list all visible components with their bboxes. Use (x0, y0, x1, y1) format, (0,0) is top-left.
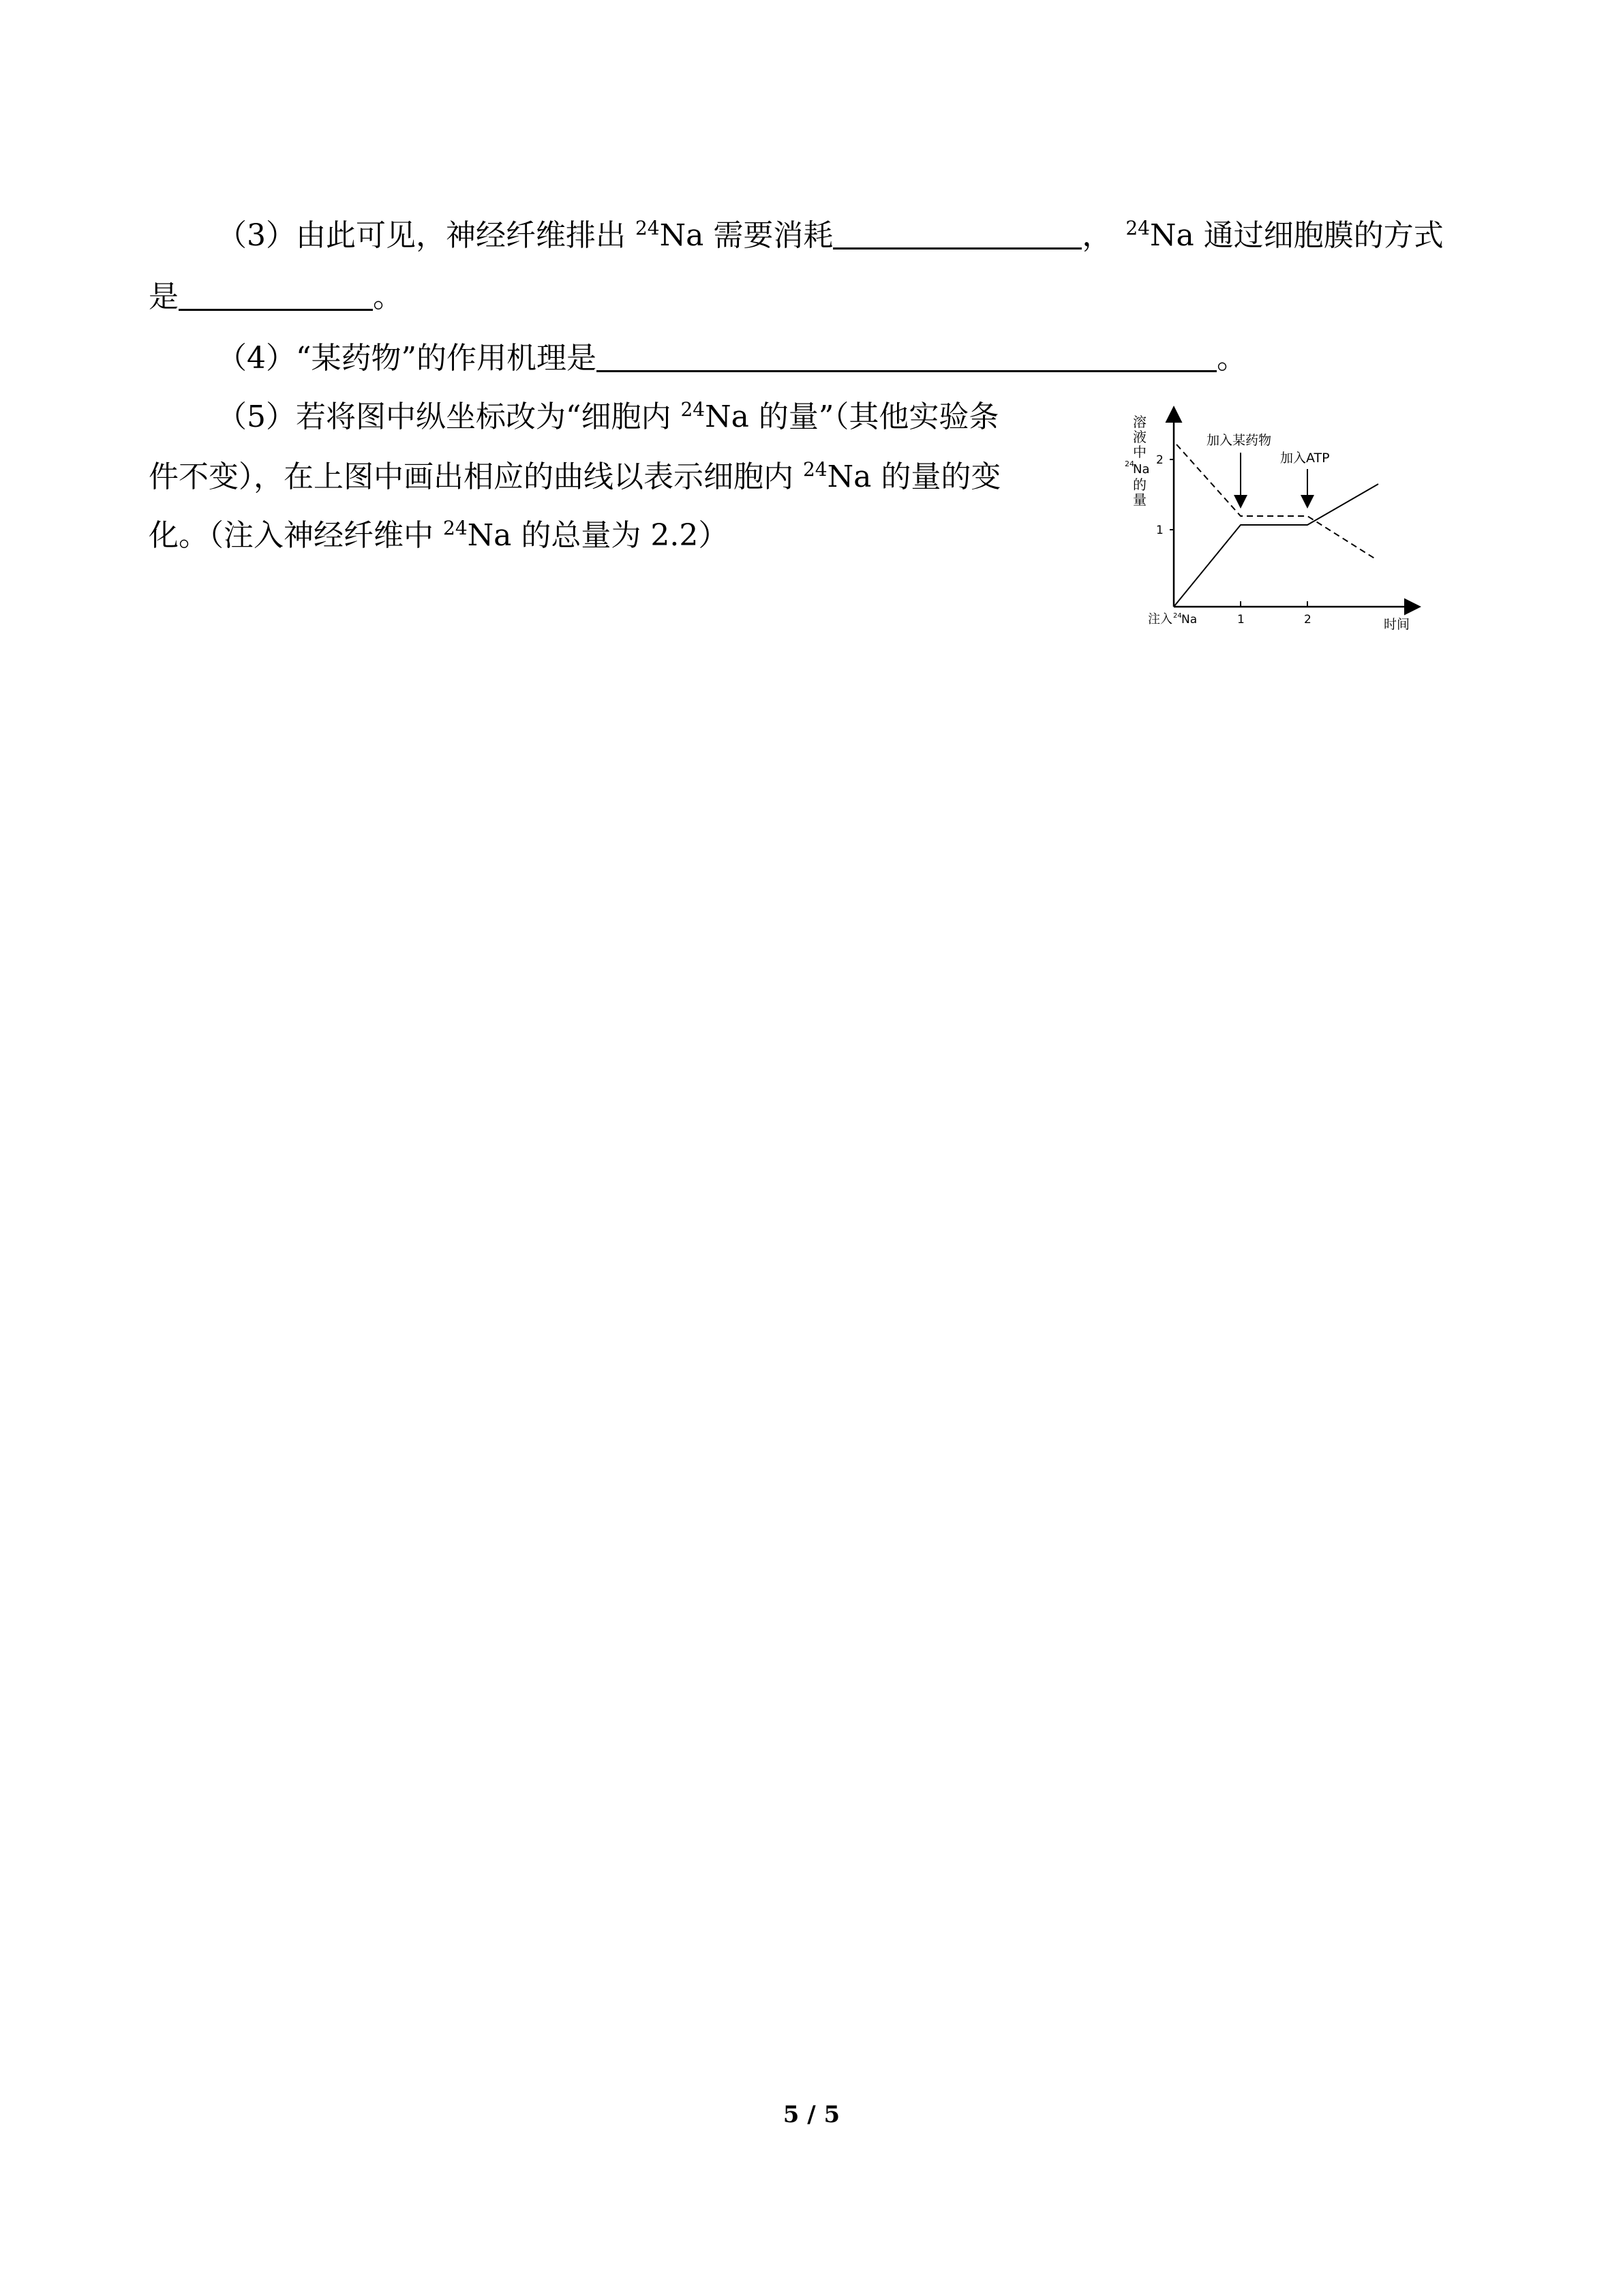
y-label-char-3: 中 (1133, 444, 1147, 460)
q5-line2-b: Na 的量的变 (827, 459, 1001, 494)
q5-line3-a: 化。（注入神经纤维中 (149, 518, 443, 553)
annotation-atp: 加入ATP (1280, 451, 1330, 466)
q3-sup-2: 24 (1125, 217, 1150, 239)
q5-line-2 (149, 458, 1001, 500)
annotation-drug: 加入某药物 (1207, 433, 1272, 448)
y-tick-label-1: 1 (1156, 524, 1164, 537)
y-label-char-5: 量 (1133, 492, 1147, 508)
q5-line3-sup: 24 (443, 517, 468, 539)
x-tick-label-1: 1 (1237, 613, 1245, 626)
q5-line-3 (149, 517, 728, 558)
q3-sup-1: 24 (635, 217, 660, 239)
y-tick-label-2: 2 (1156, 453, 1164, 467)
q3-mid-1: Na 需要消耗 (659, 218, 834, 253)
origin-label-na: Na (1181, 613, 1198, 626)
solution-na-curve (1177, 444, 1376, 559)
q4-line (217, 339, 1247, 378)
q3-blank-2[interactable] (179, 282, 373, 311)
q5-line2-sup: 24 (802, 458, 828, 481)
q5-line3-b: Na 的总量为 2.2） (467, 518, 729, 553)
y-label-char-1: 溶 (1133, 414, 1147, 430)
y-label-na: Na (1133, 462, 1150, 477)
y-label-char-2: 液 (1133, 429, 1147, 445)
q4-prefix: （4）“某药物”的作用机理是 (217, 341, 596, 376)
q4-suffix: 。 (1216, 341, 1247, 376)
q5-line1: （5）若将图中纵坐标改为“细胞内 (217, 399, 681, 434)
solid-curve (1174, 484, 1378, 607)
q5-line1-rest: Na 的量”（其他实验条 (705, 399, 999, 434)
na-amount-figure (1118, 397, 1431, 642)
q3-blank-1[interactable] (833, 220, 1082, 250)
x-tick-label-2: 2 (1304, 613, 1311, 626)
q3-line-2 (149, 278, 403, 316)
q5-line-1 (217, 398, 999, 440)
q5-line1-sup: 24 (680, 398, 706, 421)
page-number: 5 / 5 (783, 2101, 840, 2128)
q3-line2-prefix: 是 (149, 280, 179, 314)
q3-line2-suffix: 。 (373, 280, 403, 314)
q3-separator: ， (1082, 218, 1112, 253)
q3-prefix: （3）由此可见，神经纤维排出 (217, 218, 635, 253)
y-label-sup: 24 (1125, 459, 1134, 468)
q5-line2-a: 件不变），在上图中画出相应的曲线以表示细胞内 (149, 459, 803, 494)
y-label-char-4: 的 (1133, 477, 1147, 493)
q4-blank[interactable] (596, 343, 1217, 372)
q3-line-1 (217, 217, 1444, 258)
x-axis-label: 时间 (1384, 617, 1410, 632)
origin-label: 注入 (1148, 612, 1172, 626)
origin-label-sup: 24 (1173, 612, 1182, 620)
q3-mid-2: Na 通过细胞膜的方式 (1149, 218, 1444, 253)
